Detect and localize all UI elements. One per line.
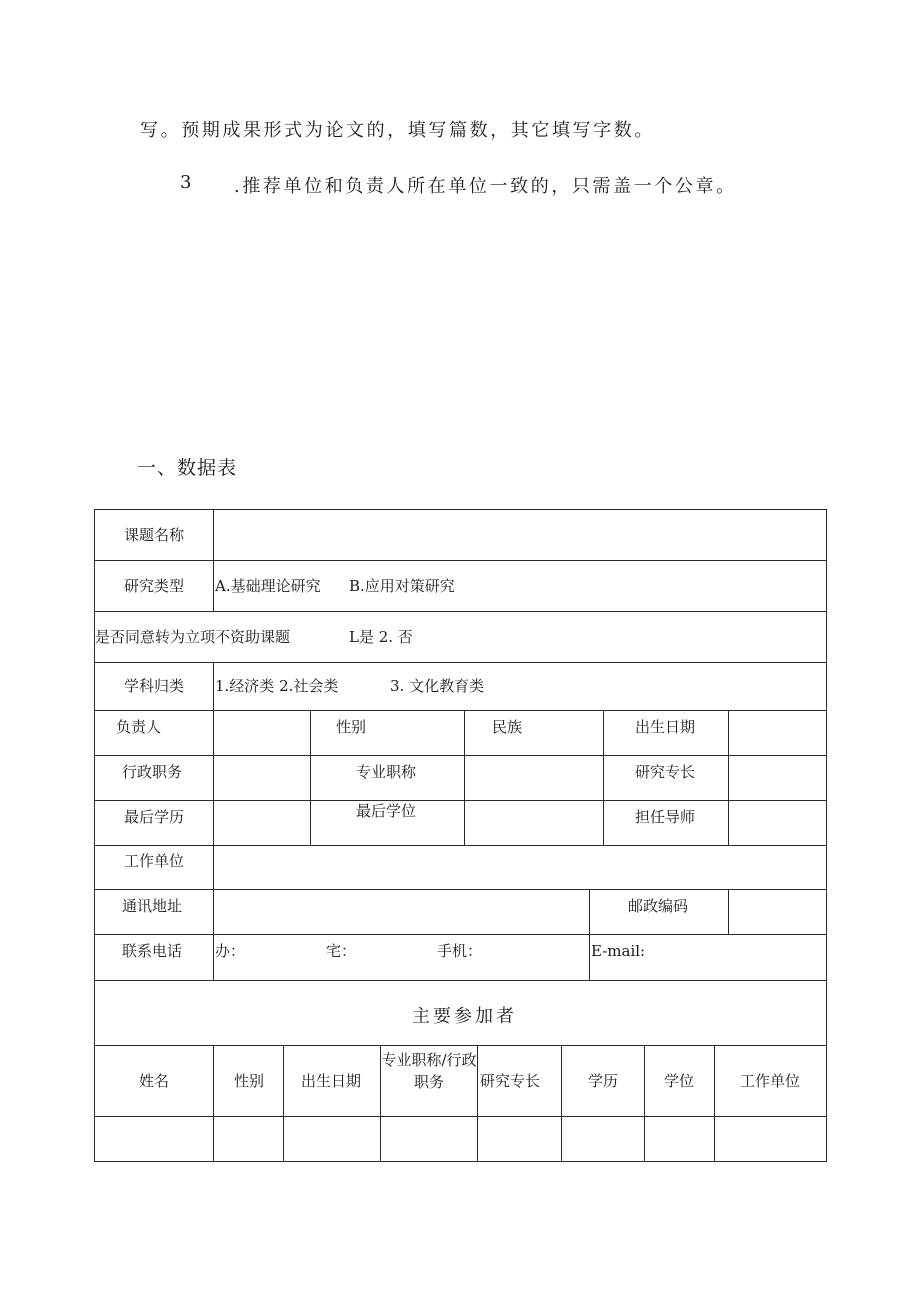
table-rule [94, 980, 827, 981]
research-type-option-a: A.基础理论研究 [215, 577, 321, 595]
table-rule [94, 1116, 827, 1117]
table-col-divider [714, 1045, 715, 1162]
participants-header-name: 姓名 [139, 1072, 170, 1090]
table-col-divider [464, 710, 465, 845]
table-rule [94, 845, 827, 846]
instruction-line-2: .推荐单位和负责人所在单位一致的，只需盖一个公章。 [234, 176, 737, 197]
topic-name-label: 课题名称 [124, 526, 185, 544]
postcode-label: 邮政编码 [628, 897, 689, 915]
table-rule [94, 934, 827, 935]
discipline-option-3: 3. 文化教育类 [390, 677, 485, 695]
table-col-divider [589, 889, 590, 980]
instruction-item-number: 3 [180, 172, 192, 193]
table-col-divider [283, 1045, 284, 1162]
supervisor-label: 担任导师 [635, 808, 696, 826]
table-rule [94, 889, 827, 890]
table-border-left [94, 509, 95, 1162]
admin-position-label: 行政职务 [122, 763, 183, 781]
table-col-divider [603, 710, 604, 845]
participants-header-gender: 性别 [234, 1072, 265, 1090]
email-label: E-mail: [591, 942, 646, 960]
convert-question-label: 是否同意转为立项不资助课题 [95, 628, 291, 646]
research-type-option-b: B.应用对策研究 [349, 577, 455, 595]
gender-label: 性别 [336, 718, 367, 736]
participants-header-work-unit: 工作单位 [740, 1072, 801, 1090]
section-heading: 一、数据表 [137, 457, 238, 479]
research-specialty-label: 研究专长 [635, 763, 696, 781]
address-label: 通讯地址 [122, 897, 183, 915]
table-border-right [826, 509, 827, 1162]
birthdate-label: 出生日期 [635, 718, 696, 736]
table-border-top [94, 509, 827, 510]
table-col-divider [310, 710, 311, 845]
table-col-divider [213, 509, 214, 611]
table-col-divider [213, 1045, 214, 1162]
participants-header-birthdate: 出生日期 [301, 1072, 362, 1090]
research-type-label: 研究类型 [124, 577, 185, 595]
table-rule [94, 611, 827, 612]
convert-options: L是 2. 否 [349, 628, 413, 646]
phone-label: 联系电话 [122, 942, 183, 960]
discipline-options: 1.经济类 2.社会类 [215, 677, 339, 695]
table-col-divider [561, 1045, 562, 1162]
phone-home-label: 宅： [326, 942, 357, 960]
participants-header-education: 学历 [588, 1072, 619, 1090]
table-col-divider [728, 710, 729, 845]
ethnicity-label: 民族 [492, 718, 523, 736]
table-col-divider [644, 1045, 645, 1162]
leader-label: 负责人 [116, 718, 162, 736]
table-col-divider [728, 889, 729, 934]
table-border-bottom [94, 1161, 827, 1162]
participants-title: 主要参加者 [412, 1006, 517, 1027]
participants-header-title-position: 专业职称/行政职务 [381, 1051, 477, 1091]
highest-degree-label: 最后学位 [356, 802, 417, 820]
work-unit-label: 工作单位 [124, 852, 185, 870]
instruction-line-1: 写。预期成果形式为论文的，填写篇数，其它填写字数。 [140, 120, 655, 141]
table-rule [94, 710, 827, 711]
table-col-divider [213, 662, 214, 980]
phone-mobile-label: 手机： [437, 942, 483, 960]
table-col-divider [477, 1045, 478, 1162]
phone-office-label: 办： [215, 942, 246, 960]
highest-education-label: 最后学历 [124, 808, 185, 826]
table-rule [94, 662, 827, 663]
table-rule [94, 755, 827, 756]
table-rule [94, 1045, 827, 1046]
participants-header-degree: 学位 [664, 1072, 695, 1090]
discipline-label: 学科归类 [124, 677, 185, 695]
professional-title-label: 专业职称 [356, 763, 417, 781]
table-rule [94, 560, 827, 561]
table-rule [94, 800, 827, 801]
participants-header-specialty: 研究专长 [480, 1072, 541, 1090]
